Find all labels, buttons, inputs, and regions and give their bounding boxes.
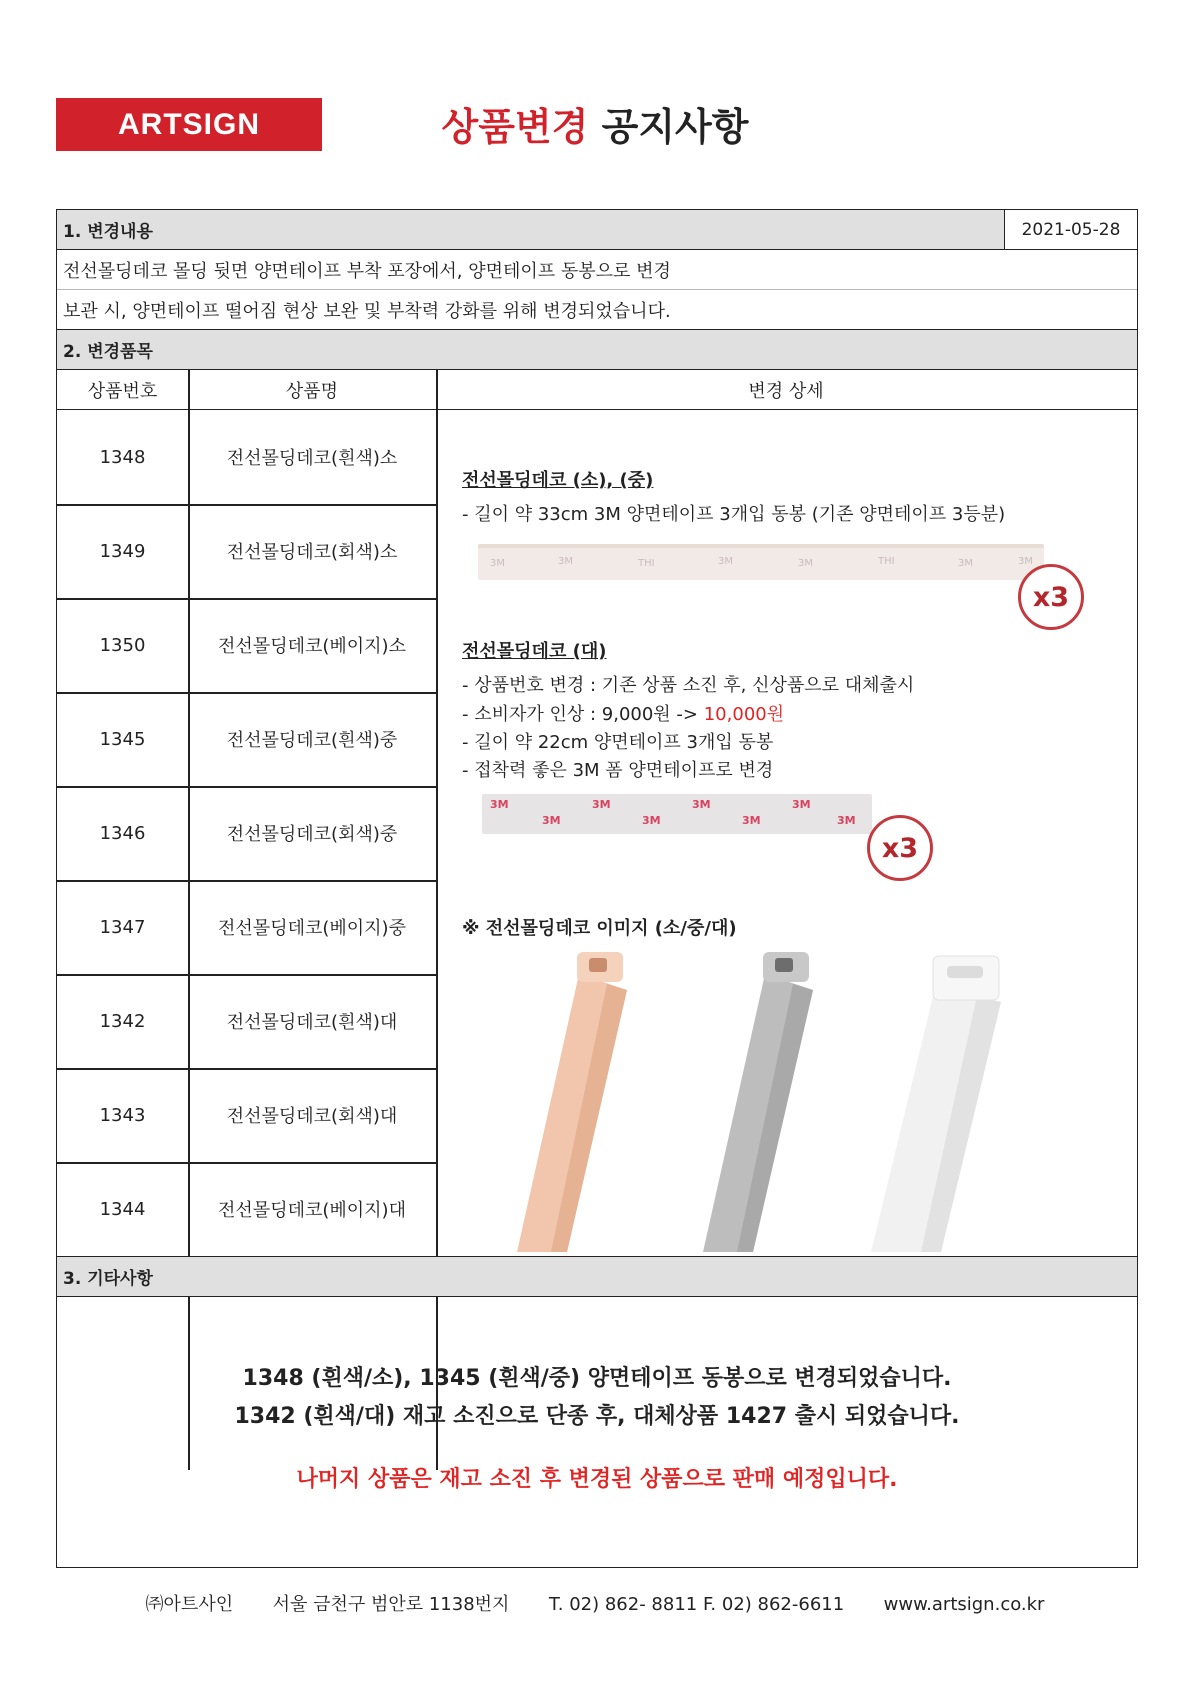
detail-price-line	[462, 700, 784, 726]
double-sided-tape-3m-icon	[482, 794, 872, 834]
price-new: 10,000원	[703, 704, 785, 725]
image-caption: ※ 전선몰딩데코 이미지 (소/중/대)	[462, 918, 737, 939]
quantity-badge-x3: x3	[867, 815, 933, 881]
section2-heading	[57, 330, 1137, 370]
footer	[0, 1590, 1190, 1616]
quantity-badge-x3: x3	[1018, 564, 1084, 630]
detail-large-line-2: - 길이 약 22cm 양면테이프 3개입 동봉	[462, 732, 774, 753]
page-title	[330, 96, 860, 151]
title-red: 상품변경	[441, 105, 589, 149]
table-row-code: 1349	[99, 540, 146, 562]
detail-title-text: 전선몰딩데코 (소), (중)	[462, 470, 654, 491]
notice-frame	[56, 209, 1138, 1568]
footer-website[interactable]: www.artsign.co.kr	[883, 1594, 1045, 1615]
svg-text:3M: 3M	[542, 814, 561, 827]
detail-large-title-text: 전선몰딩데코 (대)	[462, 641, 607, 662]
svg-text:THI: THI	[638, 558, 655, 569]
artsign-logo: ARTSIGN	[56, 98, 322, 151]
table-row-name: 전선몰딩데코(회색)중	[226, 824, 398, 845]
svg-text:3M: 3M	[692, 798, 711, 811]
column-header-row	[57, 370, 1137, 410]
section1-line-1: 전선몰딩데코 몰딩 뒷면 양면테이프 부착 포장에서, 양면테이프 동봉으로 변경	[57, 250, 1137, 290]
molding-gray-icon	[703, 952, 813, 1252]
section3-heading	[57, 1257, 1137, 1297]
table-row-name: 전선몰딩데코(흰색)소	[226, 448, 398, 469]
molding-product-images	[507, 952, 1087, 1262]
svg-text:3M: 3M	[558, 556, 573, 567]
table-row-code: 1345	[99, 728, 146, 750]
svg-text:3M: 3M	[742, 814, 761, 827]
molding-white-icon	[871, 956, 1001, 1252]
detail-large-line-1: - 상품번호 변경 : 기존 상품 소진 후, 신상품으로 대체출시	[462, 675, 915, 696]
svg-text:3M: 3M	[1018, 556, 1033, 567]
table-row-name: 전선몰딩데코(흰색)중	[226, 730, 398, 751]
footer-phone: T. 02) 862- 8811 F. 02) 862-6611	[548, 1594, 845, 1615]
notice-line-3: 나머지 상품은 재고 소진 후 변경된 상품으로 판매 예정입니다.	[296, 1467, 898, 1492]
notice-line-1: 1348 (흰색/소), 1345 (흰색/중) 양면테이프 동봉으로 변경되었습니다.	[242, 1366, 952, 1391]
table-row-name: 전선몰딩데코(베이지)소	[218, 636, 406, 657]
notice-date: 2021-05-28	[1004, 210, 1137, 249]
section2-heading-text: 2. 변경품목	[63, 342, 153, 362]
table-row-name: 전선몰딩데코(베이지)중	[218, 918, 406, 939]
table-vline-2	[436, 370, 438, 1470]
detail-large-title	[462, 637, 606, 663]
table-row-code: 1347	[99, 916, 146, 938]
table-row-code: 1348	[99, 446, 146, 468]
table-row-name: 전선몰딩데코(회색)대	[226, 1106, 398, 1127]
table-row-name: 전선몰딩데코(베이지)대	[218, 1200, 406, 1221]
notice-line-2: 1342 (흰색/대) 재고 소진으로 단종 후, 대체상품 1427 출시 되었습니다.	[234, 1404, 960, 1429]
double-sided-tape-long-icon	[478, 544, 1044, 580]
svg-text:3M: 3M	[837, 814, 856, 827]
footer-company: ㈜아트사인	[145, 1594, 234, 1615]
detail-small-medium-line: - 길이 약 33cm 3M 양면테이프 3개입 동봉 (기존 양면테이프 3등분)	[462, 504, 1006, 525]
svg-text:3M: 3M	[490, 798, 509, 811]
svg-text:3M: 3M	[592, 798, 611, 811]
svg-text:3M: 3M	[718, 556, 733, 567]
detail-small-medium-title	[462, 466, 653, 492]
table-row-code: 1346	[99, 822, 146, 844]
table-row-name: 전선몰딩데코(회색)소	[226, 542, 398, 563]
svg-text:THI: THI	[878, 556, 895, 567]
col-header-code: 상품번호	[87, 380, 158, 402]
col-header-name: 상품명	[285, 380, 339, 402]
section3-heading-text: 3. 기타사항	[63, 1269, 153, 1289]
molding-beige-icon	[517, 952, 627, 1252]
section1-heading-text: 1. 변경내용	[63, 222, 153, 242]
section1-line-2: 보관 시, 양면테이프 떨어짐 현상 보완 및 부착력 강화를 위해 변경되었습니다.	[57, 290, 1137, 330]
table-row-code: 1343	[99, 1104, 146, 1126]
svg-text:3M: 3M	[490, 558, 505, 569]
title-black: 공지사항	[601, 105, 749, 149]
detail-large-line-3: - 접착력 좋은 3M 폼 양면테이프로 변경	[462, 760, 774, 781]
footer-address: 서울 금천구 범안로 1138번지	[272, 1594, 510, 1615]
svg-text:3M: 3M	[958, 558, 973, 569]
table-row-code: 1344	[99, 1198, 146, 1220]
table-row-code: 1350	[99, 634, 146, 656]
table-row-name: 전선몰딩데코(흰색)대	[226, 1012, 398, 1033]
svg-text:3M: 3M	[642, 814, 661, 827]
svg-text:3M: 3M	[792, 798, 811, 811]
table-row-code: 1342	[99, 1010, 146, 1032]
svg-text:3M: 3M	[798, 558, 813, 569]
section1-heading	[57, 210, 1137, 250]
col-header-detail: 변경 상세	[748, 380, 824, 402]
price-prefix: - 소비자가 인상 : 9,000원 ->	[462, 704, 698, 725]
